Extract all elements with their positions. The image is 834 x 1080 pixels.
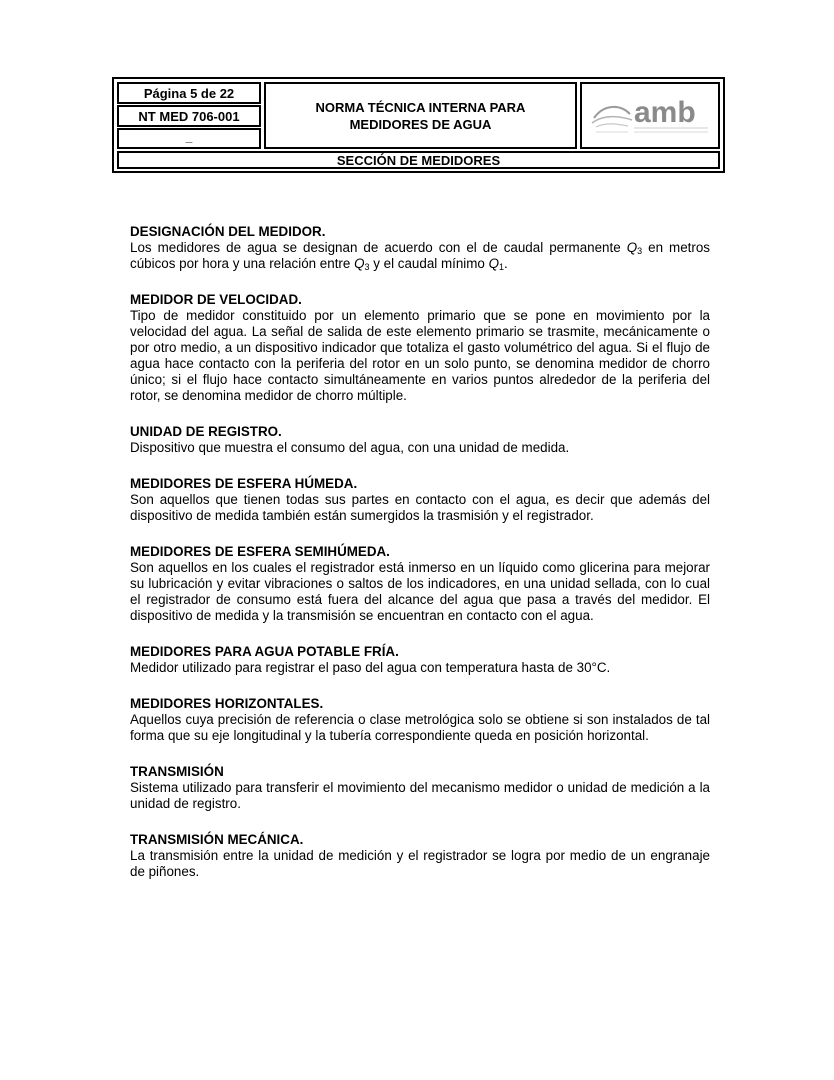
document-header	[112, 77, 725, 173]
section-text: Medidor utilizado para registrar el paso del agua con temperatura hasta de 30°C.	[130, 660, 611, 675]
section-text: Dispositivo que muestra el consumo del agua, con una unidad de medida.	[130, 440, 570, 455]
section-heading: MEDIDORES DE ESFERA HÚMEDA.	[130, 476, 358, 491]
section-heading: MEDIDORES PARA AGUA POTABLE FRÍA.	[130, 644, 399, 659]
definition-section	[130, 224, 710, 272]
definition-section	[130, 696, 710, 744]
section-heading: TRANSMISIÓN MECÁNICA.	[130, 832, 304, 847]
section-text: La transmisión entre la unidad de medición y el registrador se logra por medio de un engranaje de piñones.	[130, 848, 710, 879]
section-text: Son aquellos que tienen todas sus partes en contacto con el agua, es decir que además del dispositivo de medida también están sumergidos la trasmisión y el registrador.	[130, 492, 710, 523]
definition-section	[130, 292, 710, 404]
section-heading: DESIGNACIÓN DEL MEDIDOR.	[130, 224, 326, 239]
section-heading: UNIDAD DE REGISTRO.	[130, 424, 282, 439]
section-text: Sistema utilizado para transferir el movimiento del mecanismo medidor o unidad de medición a la unidad de registro.	[130, 780, 710, 811]
section-title: SECCIÓN DE MEDIDORES	[336, 153, 501, 168]
page-number-cell	[117, 82, 261, 104]
section-text: Aquellos cuya precisión de referencia o clase metrológica solo se obtiene si son instalados de tal forma que su eje longitudinal y la tubería correspondiente queda en posición horizontal.	[130, 712, 710, 743]
blank-cell	[117, 128, 261, 149]
document-title-line2: MEDIDORES DE AGUA	[349, 117, 492, 132]
definition-section	[130, 832, 710, 880]
document-body	[130, 224, 710, 900]
amb-logo	[590, 92, 712, 140]
section-title-cell	[117, 151, 720, 169]
section-heading: TRANSMISIÓN	[130, 764, 224, 779]
section-text: Tipo de medidor constituido por un elemento primario que se pone en movimiento por la velocidad del agua. La señal de salida de este elemento primario se trasmite, mecánicamente o por otro medio, a un dispositivo indicador que totaliza el gasto volumétrico del agua. Si el flujo de agua hace contacto con la periferia del rotor en un solo punto, se denomina medidor de chorro único; si el flujo hace contacto simultáneamente en varios puntos alrededor de la periferia del rotor, se denomina medidor de chorro múltiple.	[130, 308, 710, 403]
document-code-cell	[117, 105, 261, 127]
definition-section	[130, 544, 710, 624]
definition-section	[130, 764, 710, 812]
section-text: Los medidores de agua se designan de acuerdo con el de caudal permanente $Q_3$ en metros cúbicos por hora y una relación entre $Q_3$ y el caudal mínimo $Q_1$.	[130, 240, 710, 272]
section-text: Son aquellos en los cuales el registrador está inmerso en un líquido como glicerina para mejorar su lubricación y evitar vibraciones o saltos de los indicadores, en una unidad sellada, con lo cual el registrador de consumo está fuera del alcance del agua que pasa a través del medidor. El dispositivo de medida y la transmisión se encuentran en contacto con el agua.	[130, 560, 710, 623]
page-number: Página 5 de 22	[143, 86, 235, 101]
document-title-line1: NORMA TÉCNICA INTERNA PARA	[315, 100, 526, 115]
section-heading: MEDIDORES DE ESFERA SEMIHÚMEDA.	[130, 544, 390, 559]
definition-section	[130, 476, 710, 524]
logo-text: amb	[634, 96, 696, 129]
section-heading: MEDIDOR DE VELOCIDAD.	[130, 292, 302, 307]
definition-section	[130, 644, 710, 676]
document-title-cell	[264, 82, 577, 149]
definition-section	[130, 424, 710, 456]
blank-mark: _	[185, 130, 193, 144]
section-heading: MEDIDORES HORIZONTALES.	[130, 696, 324, 711]
document-code: NT MED 706-001	[138, 109, 240, 124]
logo-cell	[580, 82, 720, 149]
